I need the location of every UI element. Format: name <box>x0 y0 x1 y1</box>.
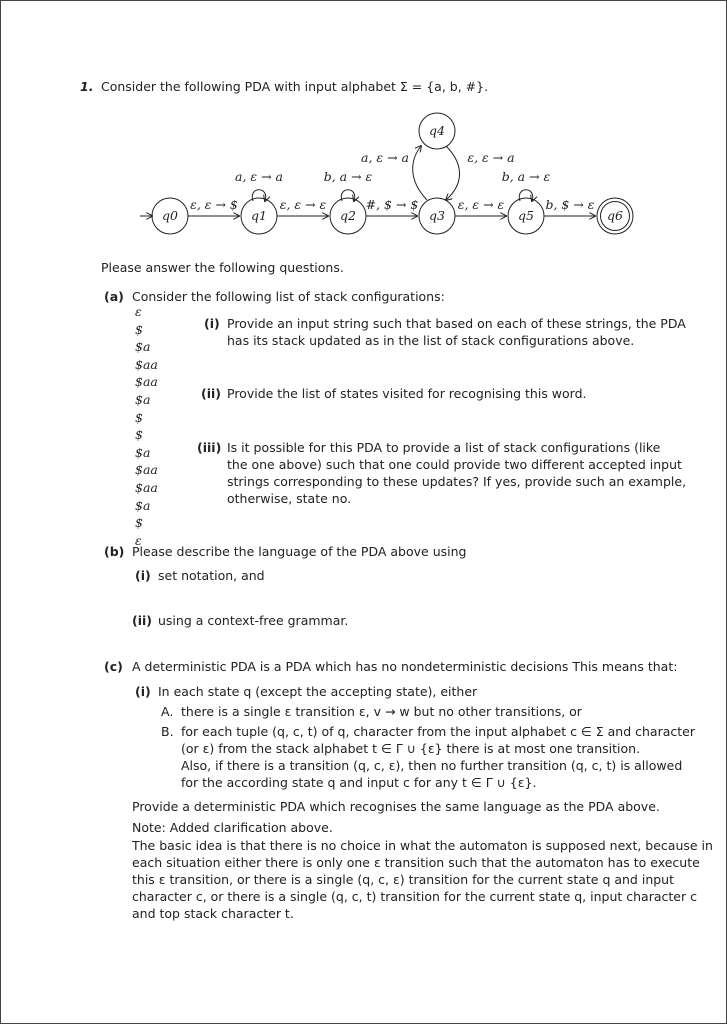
part-a-iii-label: (iii) <box>197 440 222 455</box>
label-q3-q4: a, ε → a <box>361 150 409 165</box>
stack-config: $aa <box>135 356 158 372</box>
loop-q1 <box>252 190 265 201</box>
part-c-note: Note: Added clarification above. <box>132 820 333 835</box>
part-c-B-label: B. <box>161 724 174 739</box>
state-q5-label: q5 <box>518 208 534 223</box>
label-q2-loop: b, a → ε <box>323 169 373 184</box>
stack-config: $aa <box>135 374 158 390</box>
loop-q2 <box>341 190 354 201</box>
part-a-ii-label: (ii) <box>201 386 221 401</box>
part-c-B-line1: for each tuple (q, c, t) of q, character from the input alphabet c ∈ Σ and character <box>181 724 695 739</box>
stack-config: $a <box>135 497 151 513</box>
part-c-B-line2: (or ε) from the stack alphabet t ∈ Γ ∪ {ε} there is at most one transition. <box>181 741 641 756</box>
part-a-iii-line2: the one above) such that one could provide two different accepted input <box>227 457 682 472</box>
part-b-ii-label: (ii) <box>132 613 152 628</box>
part-b-text: Please describe the language of the PDA above using <box>132 544 467 559</box>
stack-config: $ <box>135 515 143 531</box>
edge-q3-q4 <box>413 146 427 200</box>
state-q4-label: q4 <box>429 123 445 138</box>
label-q1-q2: ε, ε → ε <box>279 197 327 212</box>
part-b-i-label: (i) <box>135 568 151 583</box>
stack-config: $ <box>135 427 143 443</box>
part-c-A-text: there is a single ε transition ε, v → w but no other transitions, or <box>181 704 582 719</box>
part-c-B-line3: Also, if there is a transition (q, c, ε), then no further transition (q, c, t) is allowed <box>181 758 683 773</box>
label-q3-q5: ε, ε → ε <box>457 197 505 212</box>
part-a-text: Consider the following list of stack configurations: <box>132 289 445 304</box>
part-c-basic2: each situation either there is only one ε transition such that the automaton has to execute <box>132 855 700 870</box>
state-q0-label: q0 <box>162 208 178 223</box>
part-c-basic4: character c, or there is a single (q, c, t) transition for the current state q, input character c <box>132 889 697 904</box>
stack-config: $aa <box>135 462 158 478</box>
part-c-A-label: A. <box>161 704 174 719</box>
question-intro: Consider the following PDA with input alphabet Σ = {a, b, #}. <box>101 79 489 94</box>
part-a-iii-line3: strings corresponding to these updates? If yes, provide such an example, <box>227 474 687 489</box>
stack-config: $a <box>135 391 151 407</box>
label-q4-q3: ε, ε → a <box>467 150 515 165</box>
label-q2-q3: #, $ → $ <box>365 197 419 212</box>
part-a-i-label: (i) <box>204 316 220 331</box>
label-q5-q6: b, $ → ε <box>545 197 595 212</box>
part-a-iii-line4: otherwise, state no. <box>227 491 352 506</box>
stack-config: $ <box>135 409 143 425</box>
label-q1-loop: a, ε → a <box>235 169 283 184</box>
loop-q5 <box>519 190 532 201</box>
part-a-iii-line1: Is it possible for this PDA to provide a list of stack configurations (like <box>227 440 661 455</box>
part-b-label: (b) <box>104 544 125 559</box>
part-c-i-text: In each state q (except the accepting state), either <box>158 684 478 699</box>
label-q5-loop: b, a → ε <box>501 169 551 184</box>
part-a-label: (a) <box>104 289 124 304</box>
part-c-text: A deterministic PDA is a PDA which has no nondeterministic decisions This means that: <box>132 659 678 674</box>
part-c-basic3: this ε transition, or there is a single (q, c, ε) transition for the current state q and input <box>132 872 674 887</box>
state-q2-label: q2 <box>340 208 356 223</box>
part-c-B-line4: for the according state q and input c for any t ∈ Γ ∪ {ε}. <box>181 775 537 790</box>
part-c-basic1: The basic idea is that there is no choice in what the automaton is supposed next, because in <box>132 838 713 853</box>
state-q1-label: q1 <box>251 208 267 223</box>
stack-list <box>135 303 158 549</box>
part-a-i-line2: has its stack updated as in the list of stack configurations above. <box>227 333 635 348</box>
part-c-provide: Provide a deterministic PDA which recognises the same language as the PDA above. <box>132 799 660 814</box>
part-a-i-line1: Provide an input string such that based on each of these strings, the PDA <box>227 316 686 331</box>
stack-config: ε <box>135 304 142 319</box>
pda-diagram <box>0 0 727 250</box>
part-c-i-label: (i) <box>135 684 151 699</box>
stack-config: $ <box>135 321 143 337</box>
stack-config: $a <box>135 444 151 460</box>
stack-config: ε <box>135 532 142 548</box>
edge-q4-q3 <box>446 146 460 200</box>
stack-config: $a <box>135 339 151 355</box>
part-b-i-text: set notation, and <box>158 568 265 583</box>
question-number: 1. <box>80 79 94 94</box>
state-q3-label: q3 <box>429 208 445 223</box>
part-b-ii-text: using a context-free grammar. <box>158 613 349 628</box>
state-q6-label: q6 <box>607 208 623 223</box>
stack-config: $aa <box>135 479 158 495</box>
label-q0-q1: ε, ε → $ <box>190 197 238 212</box>
part-a-ii-text: Provide the list of states visited for recognising this word. <box>227 386 587 401</box>
part-c-basic5: and top stack character t. <box>132 906 294 921</box>
please-answer: Please answer the following questions. <box>101 260 344 275</box>
part-c-label: (c) <box>104 659 123 674</box>
